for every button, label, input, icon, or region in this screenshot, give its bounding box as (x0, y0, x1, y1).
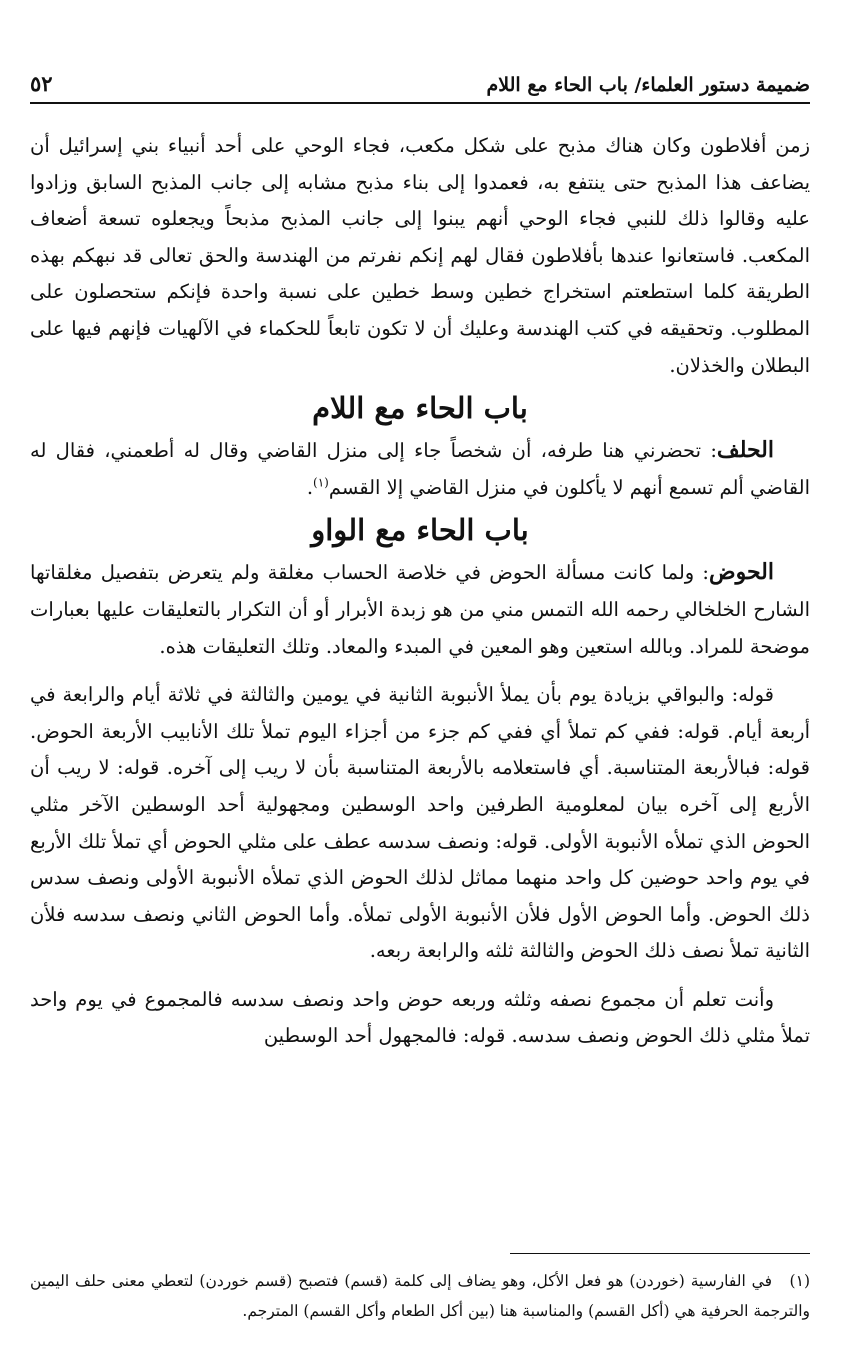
section-heading-ha-lam: باب الحاء مع اللام (312, 391, 528, 426)
footnote-text: في الفارسية (خوردن) هو فعل الأكل، وهو يضاف إلى كلمة (قسم) فتصبح (قسم خوردن) لتعطي معنى حلف اليمين والترجمة الحرفية هي (أكل القسم) والمناسبة هنا (بين أكل الطعام وأكل القسم) المترجم. (30, 1272, 810, 1320)
paragraph-commentary-1: قوله: والبواقي بزيادة يوم بأن يملأ الأنبوبة الثانية في يومين والثالثة في ثلاثة أيام والرابعة في أربعة أيام. قوله: ففي كم تملأ أي ففي كم جزء من أجزاء اليوم تملأ تلك الأنابيب الأربعة الحوض. قوله: فبالأربعة المتناسبة. أي فاستعلامه بالأربعة المتناسبة بأن لا ريب إلى آخره. قوله: لا ريب أن الأربع إلى آخره بيان لمعلومية الطرفين واحد الوسطين ومجهولية أحد الوسطين الآخر مثلي الحوض الذي تملأه الأنبوبة الأولى. قوله: ونصف سدسه عطف على مثلي الحوض أي تملأ تلك الأربع في يوم واحد حوضين كل واحد منهما مماثل لذلك الحوض الذي تملأه الأنبوبة الأولى ونصف سدس ذلك الحوض. وأما الحوض الأول فلأن الأنبوبة الأولى تملأه. وأما الحوض الثاني ونصف سدسه فلأن الثانية تملأ نصف ذلك الحوض والثالثة ثلثه والرابعة ربعه. (30, 683, 810, 963)
footnote-reference[interactable]: (١) (313, 475, 329, 490)
page-header (30, 64, 810, 104)
running-head: ضميمة دستور العلماء/ باب الحاء مع اللام (486, 74, 810, 96)
footnote-item (30, 1266, 810, 1326)
footnote-divider (510, 1253, 810, 1254)
document-page (30, 0, 810, 1372)
entry-text-halaf: : تحضرني هنا طرفه، أن شخصاً جاء إلى منزل القاضي وقال له أطعمني، فقال له القاضي ألم تسمع أنهم لا يأكلون في منزل القاضي إلا القسم (30, 439, 810, 499)
entry-hawd (30, 554, 810, 665)
main-text (30, 128, 810, 1055)
page-number: ٥٢ (30, 71, 53, 96)
section-heading-ha-waw: باب الحاء مع الواو (311, 513, 529, 548)
entry-term-halaf: الحلف (716, 437, 774, 464)
entry-halaf (30, 432, 810, 506)
entry-text-hawd: : ولما كانت مسألة الحوض في خلاصة الحساب مغلقة ولم يتعرض بتفصيل مغلقاتها الشارح الخلخالي رحمه الله التمس مني من هو زبدة الأبرار أو أن التكرار بالتعليقات عليها بعبارات موضحة للمراد. وبالله استعين وهو المعين في المبدء والمعاد. وتلك التعليقات هذه. (30, 561, 810, 658)
paragraph-commentary-2: وأنت تعلم أن مجموع نصفه وثلثه وربعه حوض واحد ونصف سدسه فالمجموع في يوم واحد تملأ مثلي ذلك الحوض ونصف سدسه. قوله: فالمجهول أحد الوسطين (30, 987, 810, 1048)
entry-term-hawd: الحوض (709, 559, 774, 586)
footnote-number: (١) (789, 1272, 810, 1290)
footnotes (30, 1266, 810, 1326)
entry-end-halaf: . (306, 475, 314, 499)
paragraph-plato: زمن أفلاطون وكان هناك مذبح على شكل مكعب، فجاء الوحي على أحد أنبياء بني إسرائيل أن يضاعف هذا المذبح حتى ينتفع به، فعمدوا إلى بناء مذبح مشابه إلى جانب المذبح السابق وزادوا عليه وقالوا ذلك للنبي فجاء الوحي أنهم يبنوا إلى جانب المذبح مذبحاً ويجعلوه تسعة أضعاف المكعب. فاستعانوا عندها بأفلاطون فقال لهم إنكم نفرتم من الهندسة والحق تعالى قد نبهكم بهذه الطريقة كلما استطعتم استخراج خطين وسط خطين على نسبة واحدة فإنكم ستحصلون على المطلوب. وتحقيقه في كتب الهندسة وعليك أن لا تكون تابعاً للحكماء في الآلهيات فإنهم فيها على البطلان والخذلان. (30, 134, 810, 377)
